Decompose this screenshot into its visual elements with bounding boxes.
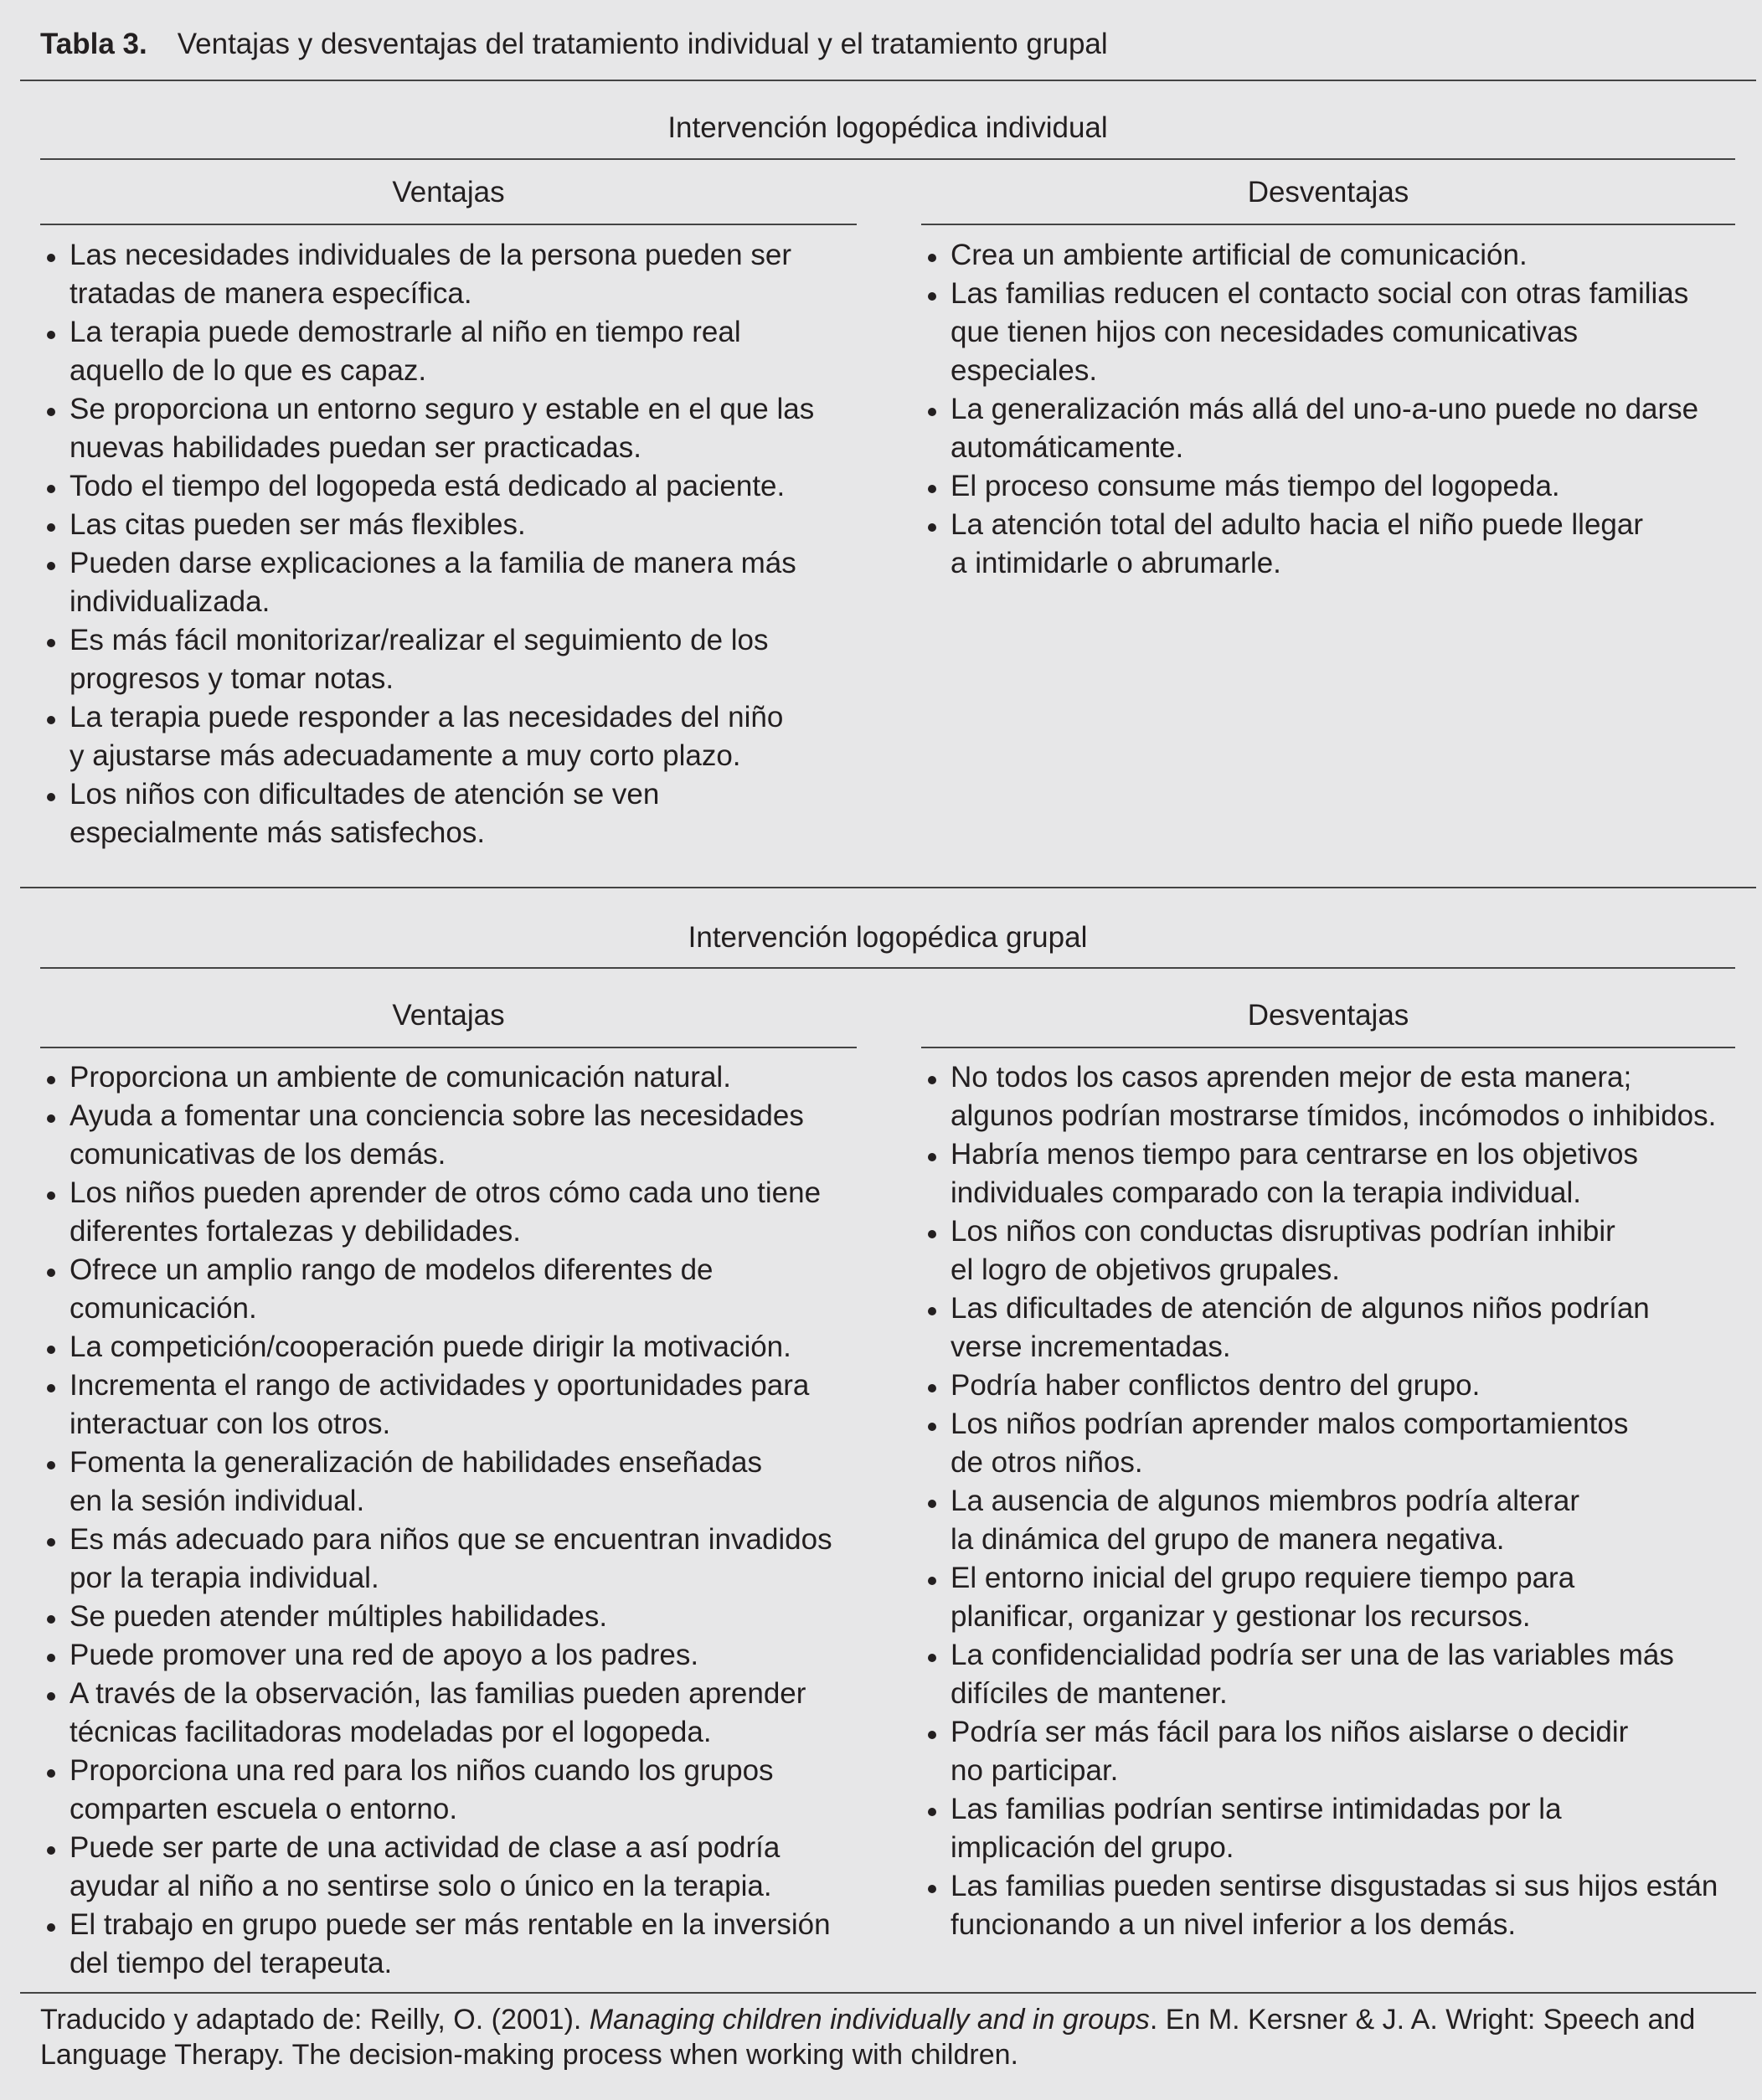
bullet-icon bbox=[928, 1654, 936, 1662]
disadvantage-text: Podría haber conflictos dentro del grupo. bbox=[951, 1369, 1481, 1402]
disadvantage-item bbox=[921, 275, 1735, 390]
advantage-text: Ayuda a fomentar una conciencia sobre las necesidades comunicativas de los demás. bbox=[70, 1099, 804, 1171]
bullet-icon bbox=[928, 1307, 936, 1315]
column-heading-disadvantages: Desventajas bbox=[1247, 176, 1409, 208]
advantage-text: Todo el tiempo del logopeda está dedicado al paciente. bbox=[70, 470, 786, 502]
bullet-icon bbox=[47, 485, 55, 493]
bullet-icon bbox=[47, 331, 55, 339]
advantage-item bbox=[40, 1752, 857, 1829]
bullet-icon bbox=[47, 1346, 55, 1354]
advantages-list-group bbox=[40, 1058, 857, 1983]
disadvantage-text: No todos los casos aprenden mejor de esta manera; algunos podrían mostrarse tímidos, incómodos o inhibidos. bbox=[951, 1061, 1717, 1132]
disadvantage-item bbox=[921, 467, 1735, 506]
bullet-icon bbox=[928, 1153, 936, 1161]
bullet-icon bbox=[928, 1384, 936, 1392]
advantage-item bbox=[40, 698, 857, 775]
section-heading-individual: Intervención logopédica individual bbox=[667, 111, 1108, 144]
source-book-title: Managing children individually and in groups bbox=[589, 2004, 1150, 2036]
disadvantage-item bbox=[921, 1559, 1735, 1636]
advantage-item bbox=[40, 775, 857, 852]
bullet-icon bbox=[928, 1500, 936, 1508]
bullet-icon bbox=[928, 1577, 936, 1585]
source-note bbox=[40, 2002, 1749, 2072]
disadvantage-item bbox=[921, 1867, 1735, 1944]
source-suffix: . En M. Kersner & J. A. Wright: Speech and Language Therapy. The decision-making process when working with children. bbox=[40, 2004, 1696, 2071]
disadvantages-list-group bbox=[921, 1058, 1735, 1944]
disadvantage-item bbox=[921, 390, 1735, 467]
advantage-text: Puede ser parte de una actividad de clase a así podría ayudar al niño a no sentirse solo o único en la terapia. bbox=[70, 1831, 781, 1902]
advantage-item bbox=[40, 1097, 857, 1174]
bullet-icon bbox=[928, 254, 936, 262]
bullet-icon bbox=[928, 485, 936, 493]
advantage-item bbox=[40, 1598, 857, 1636]
table-title: Ventajas y desventajas del tratamiento individual y el tratamiento grupal bbox=[177, 28, 1108, 60]
bullet-icon bbox=[47, 1538, 55, 1547]
footer-divider bbox=[20, 1992, 1756, 1994]
disadvantage-item bbox=[921, 1405, 1735, 1482]
disadvantage-text: La generalización más allá del uno-a-uno puede no darse automáticamente. bbox=[951, 393, 1699, 464]
bullet-icon bbox=[47, 1192, 55, 1200]
advantage-text: A través de la observación, las familias pueden aprender técnicas facilitadoras modeladas por el logopeda. bbox=[70, 1677, 806, 1748]
column-heading-rule bbox=[921, 1047, 1735, 1048]
advantage-item bbox=[40, 1174, 857, 1251]
advantage-item bbox=[40, 1058, 857, 1097]
bullet-icon bbox=[928, 292, 936, 301]
advantage-item bbox=[40, 1251, 857, 1328]
advantage-item bbox=[40, 1328, 857, 1367]
disadvantage-text: Las dificultades de atención de algunos niños podrían verse incrementadas. bbox=[951, 1292, 1650, 1363]
disadvantage-item bbox=[921, 1058, 1735, 1135]
advantage-text: Las citas pueden ser más flexibles. bbox=[70, 508, 526, 541]
disadvantage-text: La confidencialidad podría ser una de las variables más difíciles de mantener. bbox=[951, 1639, 1674, 1710]
bullet-icon bbox=[928, 1076, 936, 1084]
section-heading-rule bbox=[40, 967, 1735, 969]
disadvantage-text: Crea un ambiente artificial de comunicación. bbox=[951, 239, 1528, 271]
advantage-item bbox=[40, 544, 857, 621]
table-label: Tabla 3. bbox=[40, 28, 147, 60]
advantage-text: Es más adecuado para niños que se encuentran invadidos por la terapia individual. bbox=[70, 1523, 832, 1594]
advantage-text: Proporciona un ambiente de comunicación natural. bbox=[70, 1061, 731, 1094]
bullet-icon bbox=[47, 1692, 55, 1701]
caption-divider bbox=[20, 80, 1756, 81]
bullet-icon bbox=[47, 1269, 55, 1277]
bullet-icon bbox=[47, 523, 55, 532]
advantage-item bbox=[40, 1444, 857, 1521]
advantage-text: Fomenta la generalización de habilidades enseñadas en la sesión individual. bbox=[70, 1446, 762, 1517]
advantage-text: El trabajo en grupo puede ser más rentable en la inversión del tiempo del terapeuta. bbox=[70, 1908, 831, 1979]
disadvantages-list-individual bbox=[921, 236, 1735, 583]
bullet-icon bbox=[47, 1769, 55, 1778]
bullet-icon bbox=[47, 254, 55, 262]
advantages-list-individual bbox=[40, 236, 857, 852]
bullet-icon bbox=[47, 716, 55, 724]
advantage-item bbox=[40, 1636, 857, 1675]
disadvantage-item bbox=[921, 1367, 1735, 1405]
bullet-icon bbox=[47, 562, 55, 570]
column-heading-rule bbox=[40, 1047, 857, 1048]
section-divider bbox=[20, 887, 1756, 888]
column-heading-rule bbox=[40, 224, 857, 225]
advantage-item bbox=[40, 313, 857, 390]
advantage-item bbox=[40, 621, 857, 698]
advantage-text: Es más fácil monitorizar/realizar el seguimiento de los progresos y tomar notas. bbox=[70, 624, 769, 695]
bullet-icon bbox=[47, 639, 55, 647]
bullet-icon bbox=[928, 408, 936, 416]
bullet-icon bbox=[47, 1114, 55, 1123]
advantage-text: Las necesidades individuales de la persona pueden ser tratadas de manera específica. bbox=[70, 239, 791, 310]
advantage-text: La competición/cooperación puede dirigir la motivación. bbox=[70, 1331, 791, 1363]
bullet-icon bbox=[928, 1731, 936, 1739]
bullet-icon bbox=[928, 1808, 936, 1816]
advantage-text: Proporciona una red para los niños cuando los grupos comparten escuela o entorno. bbox=[70, 1754, 774, 1825]
advantage-text: Los niños con dificultades de atención se ven especialmente más satisfechos. bbox=[70, 778, 660, 849]
bullet-icon bbox=[47, 1384, 55, 1392]
section-heading-group: Intervención logopédica grupal bbox=[688, 921, 1088, 954]
disadvantage-text: Los niños podrían aprender malos comportamientos de otros niños. bbox=[951, 1408, 1629, 1479]
advantage-text: La terapia puede responder a las necesidades del niño y ajustarse más adecuadamente a muy corto plazo. bbox=[70, 701, 784, 772]
advantage-item bbox=[40, 1675, 857, 1752]
disadvantage-item bbox=[921, 1212, 1735, 1289]
disadvantage-text: Podría ser más fácil para los niños aislarse o decidir no participar. bbox=[951, 1716, 1629, 1787]
disadvantage-item bbox=[921, 1713, 1735, 1790]
bullet-icon bbox=[47, 1076, 55, 1084]
column-heading-advantages: Ventajas bbox=[392, 999, 505, 1032]
column-heading-rule bbox=[921, 224, 1735, 225]
disadvantage-item bbox=[921, 1135, 1735, 1212]
disadvantage-item bbox=[921, 1289, 1735, 1367]
advantage-item bbox=[40, 506, 857, 544]
advantage-text: Los niños pueden aprender de otros cómo cada uno tiene diferentes fortalezas y debilidades. bbox=[70, 1176, 822, 1248]
disadvantage-text: Los niños con conductas disruptivas podrían inhibir el logro de objetivos grupales. bbox=[951, 1215, 1615, 1286]
bullet-icon bbox=[47, 1461, 55, 1469]
advantage-text: Puede promover una red de apoyo a los padres. bbox=[70, 1639, 699, 1671]
section-heading-rule bbox=[40, 158, 1735, 160]
advantage-item bbox=[40, 1829, 857, 1906]
advantage-item bbox=[40, 236, 857, 313]
disadvantage-text: La ausencia de algunos miembros podría alterar la dinámica del grupo de manera negativa. bbox=[951, 1485, 1579, 1556]
advantage-item bbox=[40, 1367, 857, 1444]
table-caption bbox=[40, 25, 1108, 64]
disadvantage-item bbox=[921, 1790, 1735, 1867]
source-prefix: Traducido y adaptado de: Reilly, O. (2001). bbox=[40, 2004, 590, 2036]
disadvantage-text: Las familias podrían sentirse intimidadas por la implicación del grupo. bbox=[951, 1793, 1562, 1864]
bullet-icon bbox=[928, 1230, 936, 1238]
bullet-icon bbox=[928, 523, 936, 532]
disadvantage-text: Las familias reducen el contacto social con otras familias que tienen hijos con necesidades comunicativas especiales. bbox=[951, 277, 1689, 387]
disadvantage-item bbox=[921, 506, 1735, 583]
advantage-text: Se pueden atender múltiples habilidades. bbox=[70, 1600, 608, 1633]
advantage-item bbox=[40, 390, 857, 467]
bullet-icon bbox=[47, 793, 55, 801]
disadvantage-text: Habría menos tiempo para centrarse en los objetivos individuales comparado con la terapia individual. bbox=[951, 1138, 1638, 1209]
bullet-icon bbox=[928, 1885, 936, 1893]
disadvantage-item bbox=[921, 1636, 1735, 1713]
advantage-item bbox=[40, 1906, 857, 1983]
disadvantage-text: La atención total del adulto hacia el niño puede llegar a intimidarle o abrumarle. bbox=[951, 508, 1644, 579]
disadvantage-item bbox=[921, 236, 1735, 275]
advantage-text: Se proporciona un entorno seguro y estable en el que las nuevas habilidades puedan ser practicadas. bbox=[70, 393, 815, 464]
advantage-text: La terapia puede demostrarle al niño en tiempo real aquello de lo que es capaz. bbox=[70, 316, 741, 387]
bullet-icon bbox=[47, 1846, 55, 1855]
disadvantage-text: Las familias pueden sentirse disgustadas si sus hijos están funcionando a un nivel inferior a los demás. bbox=[951, 1870, 1718, 1941]
bullet-icon bbox=[47, 408, 55, 416]
advantage-text: Pueden darse explicaciones a la familia de manera más individualizada. bbox=[70, 547, 796, 618]
advantage-item bbox=[40, 1521, 857, 1598]
bullet-icon bbox=[928, 1423, 936, 1431]
disadvantage-text: El entorno inicial del grupo requiere tiempo para planificar, organizar y gestionar los recursos. bbox=[951, 1562, 1575, 1633]
bullet-icon bbox=[47, 1654, 55, 1662]
column-heading-disadvantages: Desventajas bbox=[1247, 999, 1409, 1032]
column-heading-advantages: Ventajas bbox=[392, 176, 505, 208]
disadvantage-item bbox=[921, 1482, 1735, 1559]
advantage-item bbox=[40, 467, 857, 506]
advantage-text: Ofrece un amplio rango de modelos diferentes de comunicación. bbox=[70, 1253, 714, 1325]
disadvantage-text: El proceso consume más tiempo del logopeda. bbox=[951, 470, 1560, 502]
advantage-text: Incrementa el rango de actividades y oportunidades para interactuar con los otros. bbox=[70, 1369, 810, 1440]
bullet-icon bbox=[47, 1615, 55, 1624]
bullet-icon bbox=[47, 1923, 55, 1932]
